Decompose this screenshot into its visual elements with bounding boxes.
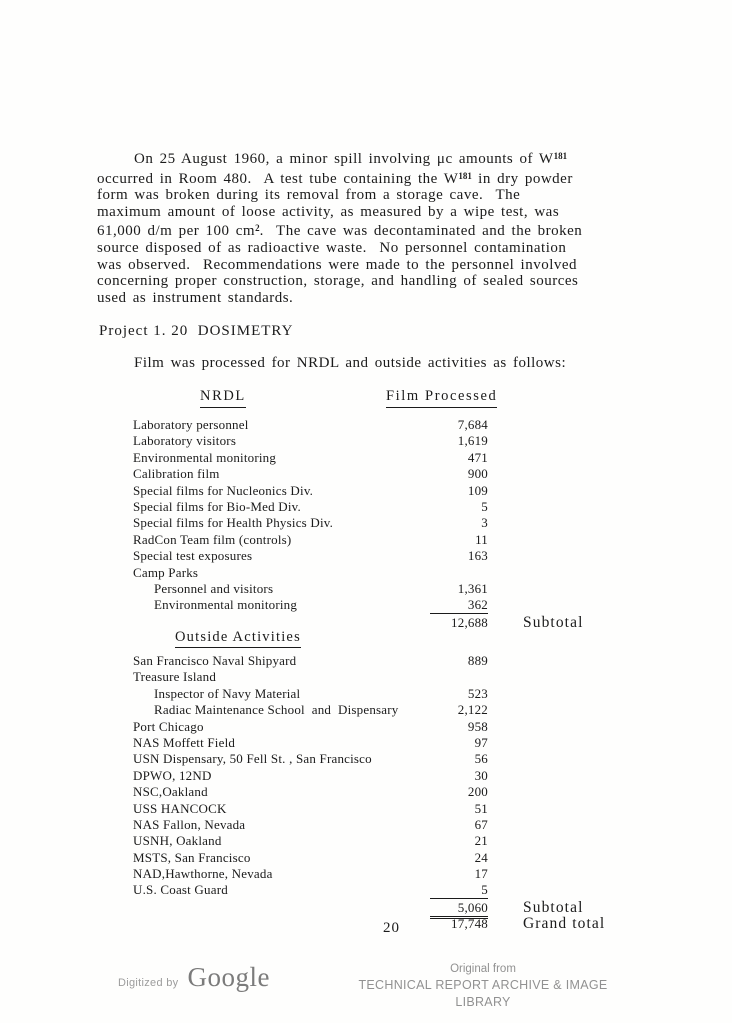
row-note: Subtotal: [523, 613, 584, 631]
digitized-by-credit: [118, 962, 270, 993]
row-label: DPWO, 12ND: [133, 767, 212, 783]
table-row: [133, 515, 663, 531]
table-row: [133, 653, 663, 669]
table-row: [133, 866, 663, 882]
row-value: 889: [467, 653, 488, 668]
table-row: [133, 499, 663, 515]
paragraph-line: On 25 August 1960, a minor spill involving μc amounts of $W^{181}$: [134, 151, 568, 167]
project-section-heading: Project 1. 20 DOSIMETRY: [99, 323, 294, 339]
row-label: Port Chicago: [133, 718, 204, 734]
superscript: 181: [553, 151, 568, 161]
table-row: [133, 450, 663, 466]
row-value: 97: [474, 734, 488, 750]
original-from-label: Original from: [450, 963, 516, 975]
row-value: 24: [474, 849, 488, 865]
row-value: 2,122: [457, 702, 488, 718]
table-row: [133, 433, 663, 449]
table-intro-line: Film was processed for NRDL and outside activities as follows:: [134, 355, 567, 371]
table-row: [133, 614, 663, 630]
row-label: Special films for Nucleonics Div.: [133, 482, 314, 498]
paragraph-line: was observed. Recommendations were made to the personnel involved: [97, 256, 578, 273]
row-label: Radiac Maintenance School and Dispensary: [154, 702, 399, 718]
row-label: Environmental monitoring: [154, 597, 298, 613]
row-value: 109: [467, 482, 488, 498]
row-value: 51: [474, 800, 488, 816]
row-label: Personnel and visitors: [154, 580, 274, 596]
table-row: [133, 882, 663, 898]
body-paragraph: [97, 148, 683, 306]
row-value: 523: [467, 685, 488, 701]
table-row: [133, 581, 663, 597]
row-value: 11: [475, 531, 488, 547]
paragraph-line: source disposed of as radioactive waste. No personnel contamination: [97, 239, 567, 256]
row-value: 5,060: [418, 900, 488, 919]
row-value: 3: [481, 515, 488, 531]
table-row: [133, 417, 663, 433]
row-label: NAS Fallon, Nevada: [133, 816, 246, 832]
row-label: Treasure Island: [133, 669, 217, 685]
row-label: Special films for Health Physics Div.: [133, 515, 334, 531]
row-label: USS HANCOCK: [133, 800, 227, 816]
paragraph-line: 61,000 d/m per 100 $cm^2$. The cave was decontaminated and the broken: [97, 223, 583, 240]
row-value: 30: [474, 767, 488, 783]
paragraph-line: maximum amount of loose activity, as measured by a wipe test, was: [97, 203, 560, 220]
row-label: Inspector of Navy Material: [154, 685, 301, 701]
row-value: [418, 669, 488, 685]
row-label: USN Dispensary, 50 Fell St. , San Francisco: [133, 751, 372, 767]
column-header-nrdl: NRDL: [200, 388, 246, 408]
row-value: 5: [481, 498, 488, 514]
column-header-film-processed: Film Processed: [386, 388, 497, 408]
archive-name-line1: TECHNICAL REPORT ARCHIVE & IMAGE: [358, 978, 608, 992]
row-value: 200: [467, 784, 488, 800]
table-row: [133, 483, 663, 499]
row-note: Grand total: [523, 915, 606, 933]
row-value: 163: [467, 548, 488, 564]
row-value: 958: [467, 718, 488, 734]
paragraph-line: used as instrument standards.: [97, 289, 294, 306]
row-label: Special test exposures: [133, 548, 253, 564]
row-value: 900: [467, 466, 488, 482]
superscript: 2: [255, 223, 260, 234]
row-note: Subtotal: [523, 898, 584, 916]
row-label: NAS Moffett Field: [133, 734, 236, 750]
table-row: [133, 669, 663, 685]
row-label: MSTS, San Francisco: [133, 849, 251, 865]
row-label: U.S. Coast Guard: [133, 882, 228, 898]
row-value: 67: [474, 816, 488, 832]
table-row: [133, 751, 663, 767]
table-row: [133, 548, 663, 564]
table-row: [133, 597, 663, 613]
row-label: Calibration film: [133, 466, 220, 482]
google-logo: Google: [187, 962, 270, 992]
table-row: [133, 686, 663, 702]
table-row: [133, 833, 663, 849]
row-value: 17: [474, 866, 488, 882]
table-row: [133, 784, 663, 800]
archive-name-line2: LIBRARY: [455, 995, 511, 1009]
row-value: 7,684: [457, 417, 488, 432]
row-label: USNH, Oakland: [133, 833, 222, 849]
row-value: 471: [467, 449, 488, 465]
table-row: [133, 565, 663, 581]
source-attribution: [323, 961, 643, 1011]
outside-activities-table: [133, 653, 663, 932]
table-row: [133, 532, 663, 548]
row-value: 21: [474, 833, 488, 849]
table-row: [133, 768, 663, 784]
row-label: RadCon Team film (controls): [133, 531, 292, 547]
table-row: [133, 817, 663, 833]
row-value: 12,688: [451, 614, 488, 630]
table-row: [133, 801, 663, 817]
table-row: [133, 899, 663, 915]
row-value: [418, 565, 488, 581]
paragraph-line: concerning proper construction, storage, and handling of sealed sources: [97, 273, 579, 290]
row-label: Special films for Bio-Med Div.: [133, 498, 301, 514]
nrdl-table: [133, 417, 663, 630]
row-value: 1,361: [457, 580, 488, 596]
row-value: 1,619: [457, 433, 488, 449]
table-row: [133, 735, 663, 751]
digitized-by-label: Digitized by: [118, 977, 179, 989]
superscript: 181: [458, 170, 472, 181]
row-label: Laboratory visitors: [133, 433, 237, 449]
row-value: 17,748: [451, 916, 488, 932]
paragraph-line: form was broken during its removal from a storage cave. The: [97, 187, 521, 204]
paragraph-line: occurred in Room 480. A test tube containing the $W^{181}$ in dry powder: [97, 170, 573, 187]
table-row: [133, 466, 663, 482]
row-label: NAD,Hawthorne, Nevada: [133, 866, 273, 882]
page-number: 20: [383, 920, 400, 936]
row-label: Environmental monitoring: [133, 449, 277, 465]
outside-activities-heading: Outside Activities: [175, 629, 301, 648]
row-value: 362: [418, 597, 488, 614]
row-label: Laboratory personnel: [133, 417, 249, 432]
row-label: Camp Parks: [133, 564, 199, 580]
row-value: 56: [474, 751, 488, 767]
row-label: NSC,Oakland: [133, 784, 208, 800]
table-row: [133, 850, 663, 866]
row-value: 5: [418, 882, 488, 899]
row-label: San Francisco Naval Shipyard: [133, 653, 297, 668]
table-row: [133, 719, 663, 735]
table-row: [133, 702, 663, 718]
